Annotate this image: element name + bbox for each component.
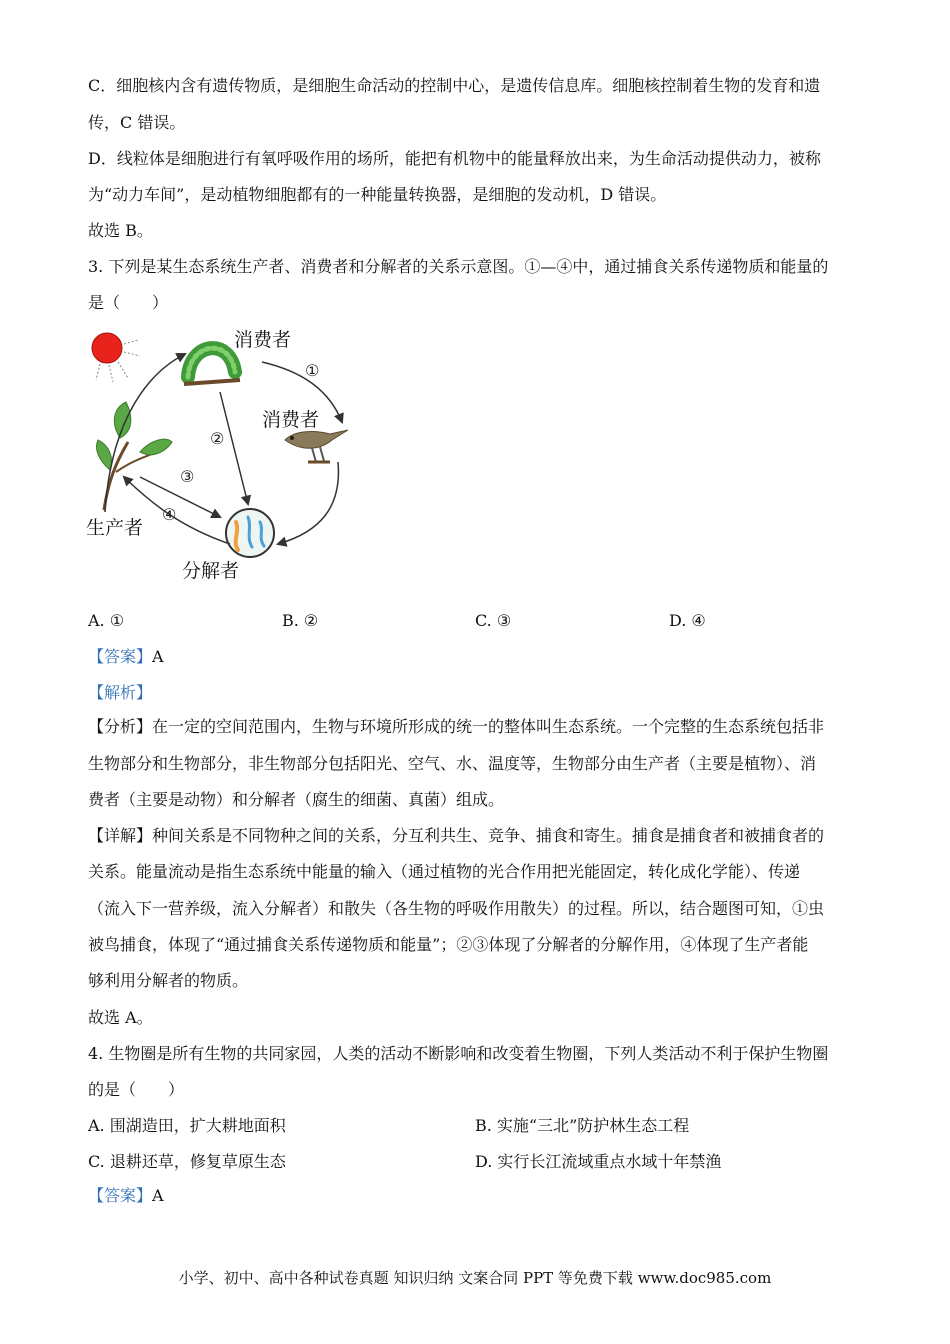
- xiangjie-text: 种间关系是不同物种之间的关系，分互利共生、竞争、捕食和寄生。捕食是捕食者和被捕食者的: [152, 826, 825, 845]
- xiangjie-line: 关系。能量流动是指生态系统中能量的输入（通过植物的光合作用把光能固定，转化成化学能）、传递: [88, 862, 801, 881]
- option-a: A. ①: [88, 611, 125, 630]
- analysis-heading: [88, 682, 863, 704]
- answer-tag: 【答案】: [88, 1186, 153, 1205]
- xiangjie-line: 够利用分解者的物质。: [88, 971, 249, 990]
- text-line: 传，C 错误。: [88, 113, 186, 132]
- text-line: C．细胞核内含有遗传物质，是细胞生命活动的控制中心，是遗传信息库。细胞核控制着生物的发育和遗: [88, 76, 821, 95]
- answer-value: A: [152, 647, 164, 666]
- answer-value: A: [152, 1186, 164, 1205]
- answer-tag: 【答案】: [88, 647, 153, 666]
- conclusion-text: 故选 B。: [88, 221, 153, 240]
- ecosystem-diagram: [80, 322, 360, 590]
- question-3-stem: 是（ ）: [88, 293, 169, 312]
- arrow-number-4: ④: [162, 505, 177, 524]
- arrow-2: [220, 392, 248, 504]
- question-4-stem: 4. 生物圈是所有生物的共同家园，人类的活动不断影响和改变着生物圈，下列人类活动不利于保护生物圈: [88, 1044, 829, 1063]
- plant-icon: [97, 402, 173, 510]
- option-c: C. ③: [475, 611, 512, 630]
- analysis-tag: 【解析】: [88, 683, 153, 702]
- xiangjie-tag: 【详解】: [88, 826, 153, 845]
- sun-icon: [92, 333, 140, 382]
- label-producer: 生产者: [86, 517, 144, 539]
- label-consumer-1: 消费者: [234, 329, 292, 351]
- question-3-stem: 3. 下列是某生态系统生产者、消费者和分解者的关系示意图。①—④中，通过捕食关系传递物质和能量的: [88, 257, 829, 276]
- caterpillar-icon: [184, 348, 240, 384]
- arrow-consumer2-decomposer: [278, 462, 338, 544]
- conclusion-text: 故选 A。: [88, 1008, 153, 1027]
- decomposer-icon: [226, 509, 274, 557]
- text-line: 为“动力车间”，是动植物细胞都有的一种能量转换器，是细胞的发动机，D 错误。: [88, 185, 667, 204]
- xiangjie-line: 被鸟捕食，体现了“通过捕食关系传递物质和能量”；②③体现了分解者的分解作用，④体现了生产者能: [88, 935, 809, 954]
- text-line: D．线粒体是细胞进行有氧呼吸作用的场所，能把有机物中的能量释放出来，为生命活动提供动力，被称: [88, 149, 821, 168]
- fenxi-tag: 【分析】: [88, 717, 153, 736]
- fenxi-text: 在一定的空间范围内，生物与环境所形成的统一的整体叫生态系统。一个完整的生态系统包括非: [152, 717, 825, 736]
- option-b: B. ②: [282, 611, 319, 630]
- label-consumer-2: 消费者: [262, 409, 320, 431]
- answer-line: [88, 646, 863, 668]
- option-c: C. 退耕还草，修复草原生态: [88, 1152, 286, 1171]
- fenxi-line: [88, 716, 863, 738]
- xiangjie-line: [88, 825, 863, 847]
- label-decomposer: 分解者: [182, 560, 240, 582]
- fenxi-line: 费者（主要是动物）和分解者（腐生的细菌、真菌）组成。: [88, 790, 505, 809]
- question-4-stem: 的是（ ）: [88, 1080, 185, 1099]
- option-d: D. ④: [669, 611, 706, 630]
- answer-line: [88, 1185, 863, 1207]
- xiangjie-line: （流入下一营养级，流入分解者）和散失（各生物的呼吸作用散失）的过程。所以，结合题图可知，①虫: [88, 899, 825, 918]
- bird-icon: [285, 430, 348, 462]
- option-a: A. 围湖造田，扩大耕地面积: [88, 1116, 286, 1135]
- arrow-number-3: ③: [180, 467, 195, 486]
- fenxi-line: 生物部分和生物部分，非生物部分包括阳光、空气、水、温度等，生物部分由生产者（主要是植物）、消: [88, 754, 817, 773]
- arrow-number-2: ②: [210, 429, 225, 448]
- option-d: D. 实行长江流域重点水域十年禁渔: [475, 1152, 722, 1171]
- page-footer: 小学、初中、高中各种试卷真题 知识归纳 文案合同 PPT 等免费下载 www.doc985.com: [178, 1269, 772, 1287]
- option-b: B. 实施“三北”防护林生态工程: [475, 1116, 690, 1135]
- arrow-number-1: ①: [305, 361, 320, 380]
